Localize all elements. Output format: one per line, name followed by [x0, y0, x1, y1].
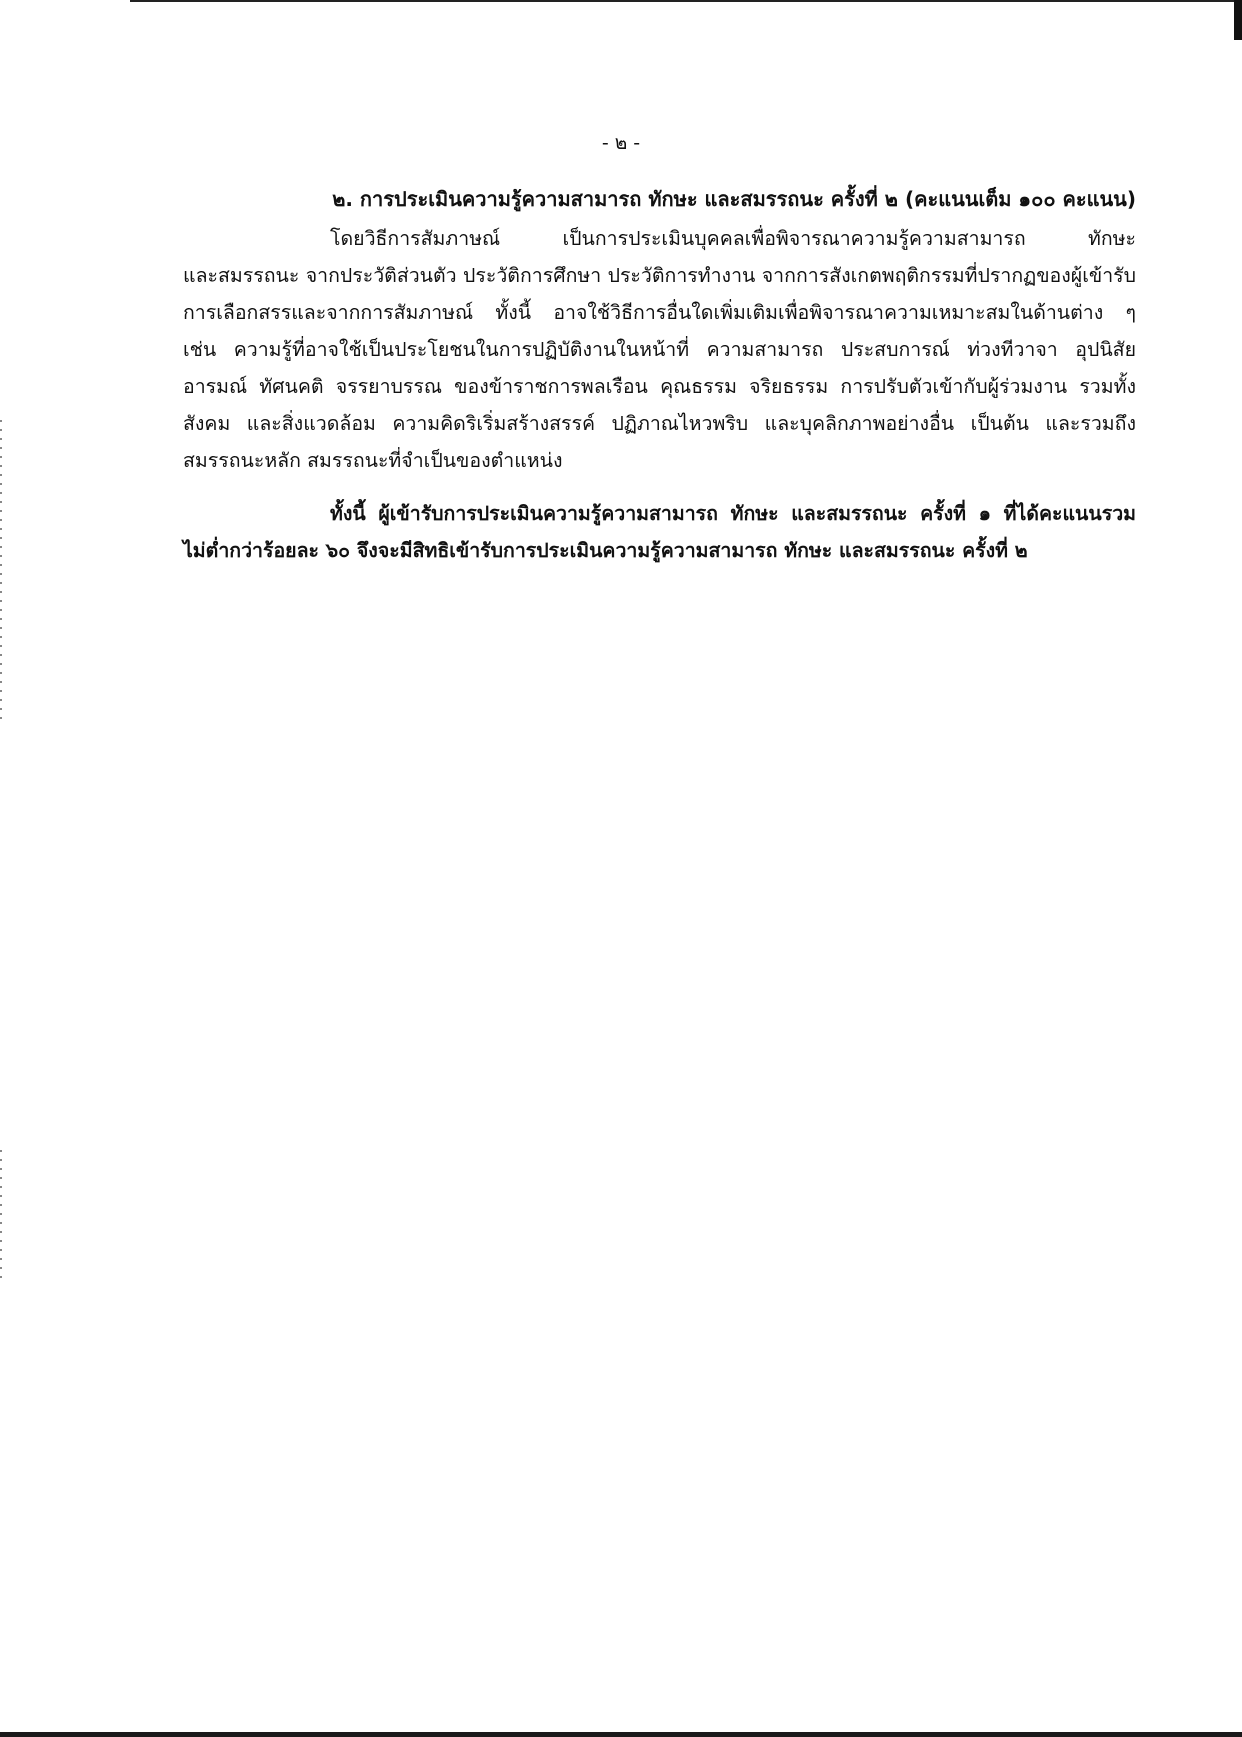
paragraph-line: ทั้งนี้ ผู้เข้ารับการประเมินความรู้ความสามารถ ทักษะ และสมรรถนะ ครั้งที่ ๑ ที่ได้คะแนนรวม — [330, 502, 1136, 525]
paragraph-line: เช่น ความรู้ที่อาจใช้เป็นประโยชนในการปฏิบัติงานในหน้าที่ ความสามารถ ประสบการณ์ ท่วงทีวาจา อุปนิสัย — [183, 338, 1136, 361]
paragraph-line: ไม่ต่ำกว่าร้อยละ ๖๐ จึงจะมีสิทธิเข้ารับการประเมินความรู้ความสามารถ ทักษะ และสมรรถนะ ครั้งที่ ๒ — [183, 539, 1028, 562]
paragraph-line: สังคม และสิ่งแวดล้อม ความคิดริเริ่มสร้างสรรค์ ปฏิภาณไหวพริบ และบุคลิกภาพอย่างอื่น เป็นต้น และรวมถึง — [183, 412, 1136, 435]
paragraph-interview-method — [183, 220, 1136, 479]
paragraph-line: การเลือกสรรและจากการสัมภาษณ์ ทั้งนี้ อาจใช้วิธีการอื่นใดเพิ่มเติมเพื่อพิจารณาความเหมาะสมในด้านต่าง ๆ — [183, 301, 1136, 324]
paragraph-line: อารมณ์ ทัศนคติ จรรยาบรรณ ของข้าราชการพลเรือน คุณธรรม จริยธรรม การปรับตัวเข้ากับผู้ร่วมงาน รวมทั้ง — [183, 375, 1136, 398]
paragraph-line: และสมรรถนะ จากประวัติส่วนตัว ประวัติการศึกษา ประวัติการทำงาน จากการสังเกตพฤติกรรมที่ปรากฏของผู้เข้ารับ — [183, 264, 1136, 287]
section-heading: ๒. การประเมินความรู้ความสามารถ ทักษะ และสมรรถนะ ครั้งที่ ๒ (คะแนนเต็ม ๑๐๐ คะแนน) — [332, 187, 1136, 211]
scan-artifact-left-lower — [0, 1150, 2, 1280]
paragraph-line: โดยวิธีการสัมภาษณ์ เป็นการประเมินบุคคลเพื่อพิจารณาความรู้ความสามารถ ทักษะ — [330, 227, 1136, 250]
scan-border-bottom — [0, 1732, 1242, 1737]
scan-artifact-left — [0, 420, 2, 720]
paragraph-line: สมรรถนะหลัก สมรรถนะที่จำเป็นของตำแหน่ง — [183, 449, 563, 472]
page-number: - ๒ - — [601, 132, 641, 154]
paragraph-eligibility-note — [183, 495, 1136, 569]
scan-border-right — [1234, 0, 1242, 40]
scan-border-top — [130, 0, 1242, 2]
